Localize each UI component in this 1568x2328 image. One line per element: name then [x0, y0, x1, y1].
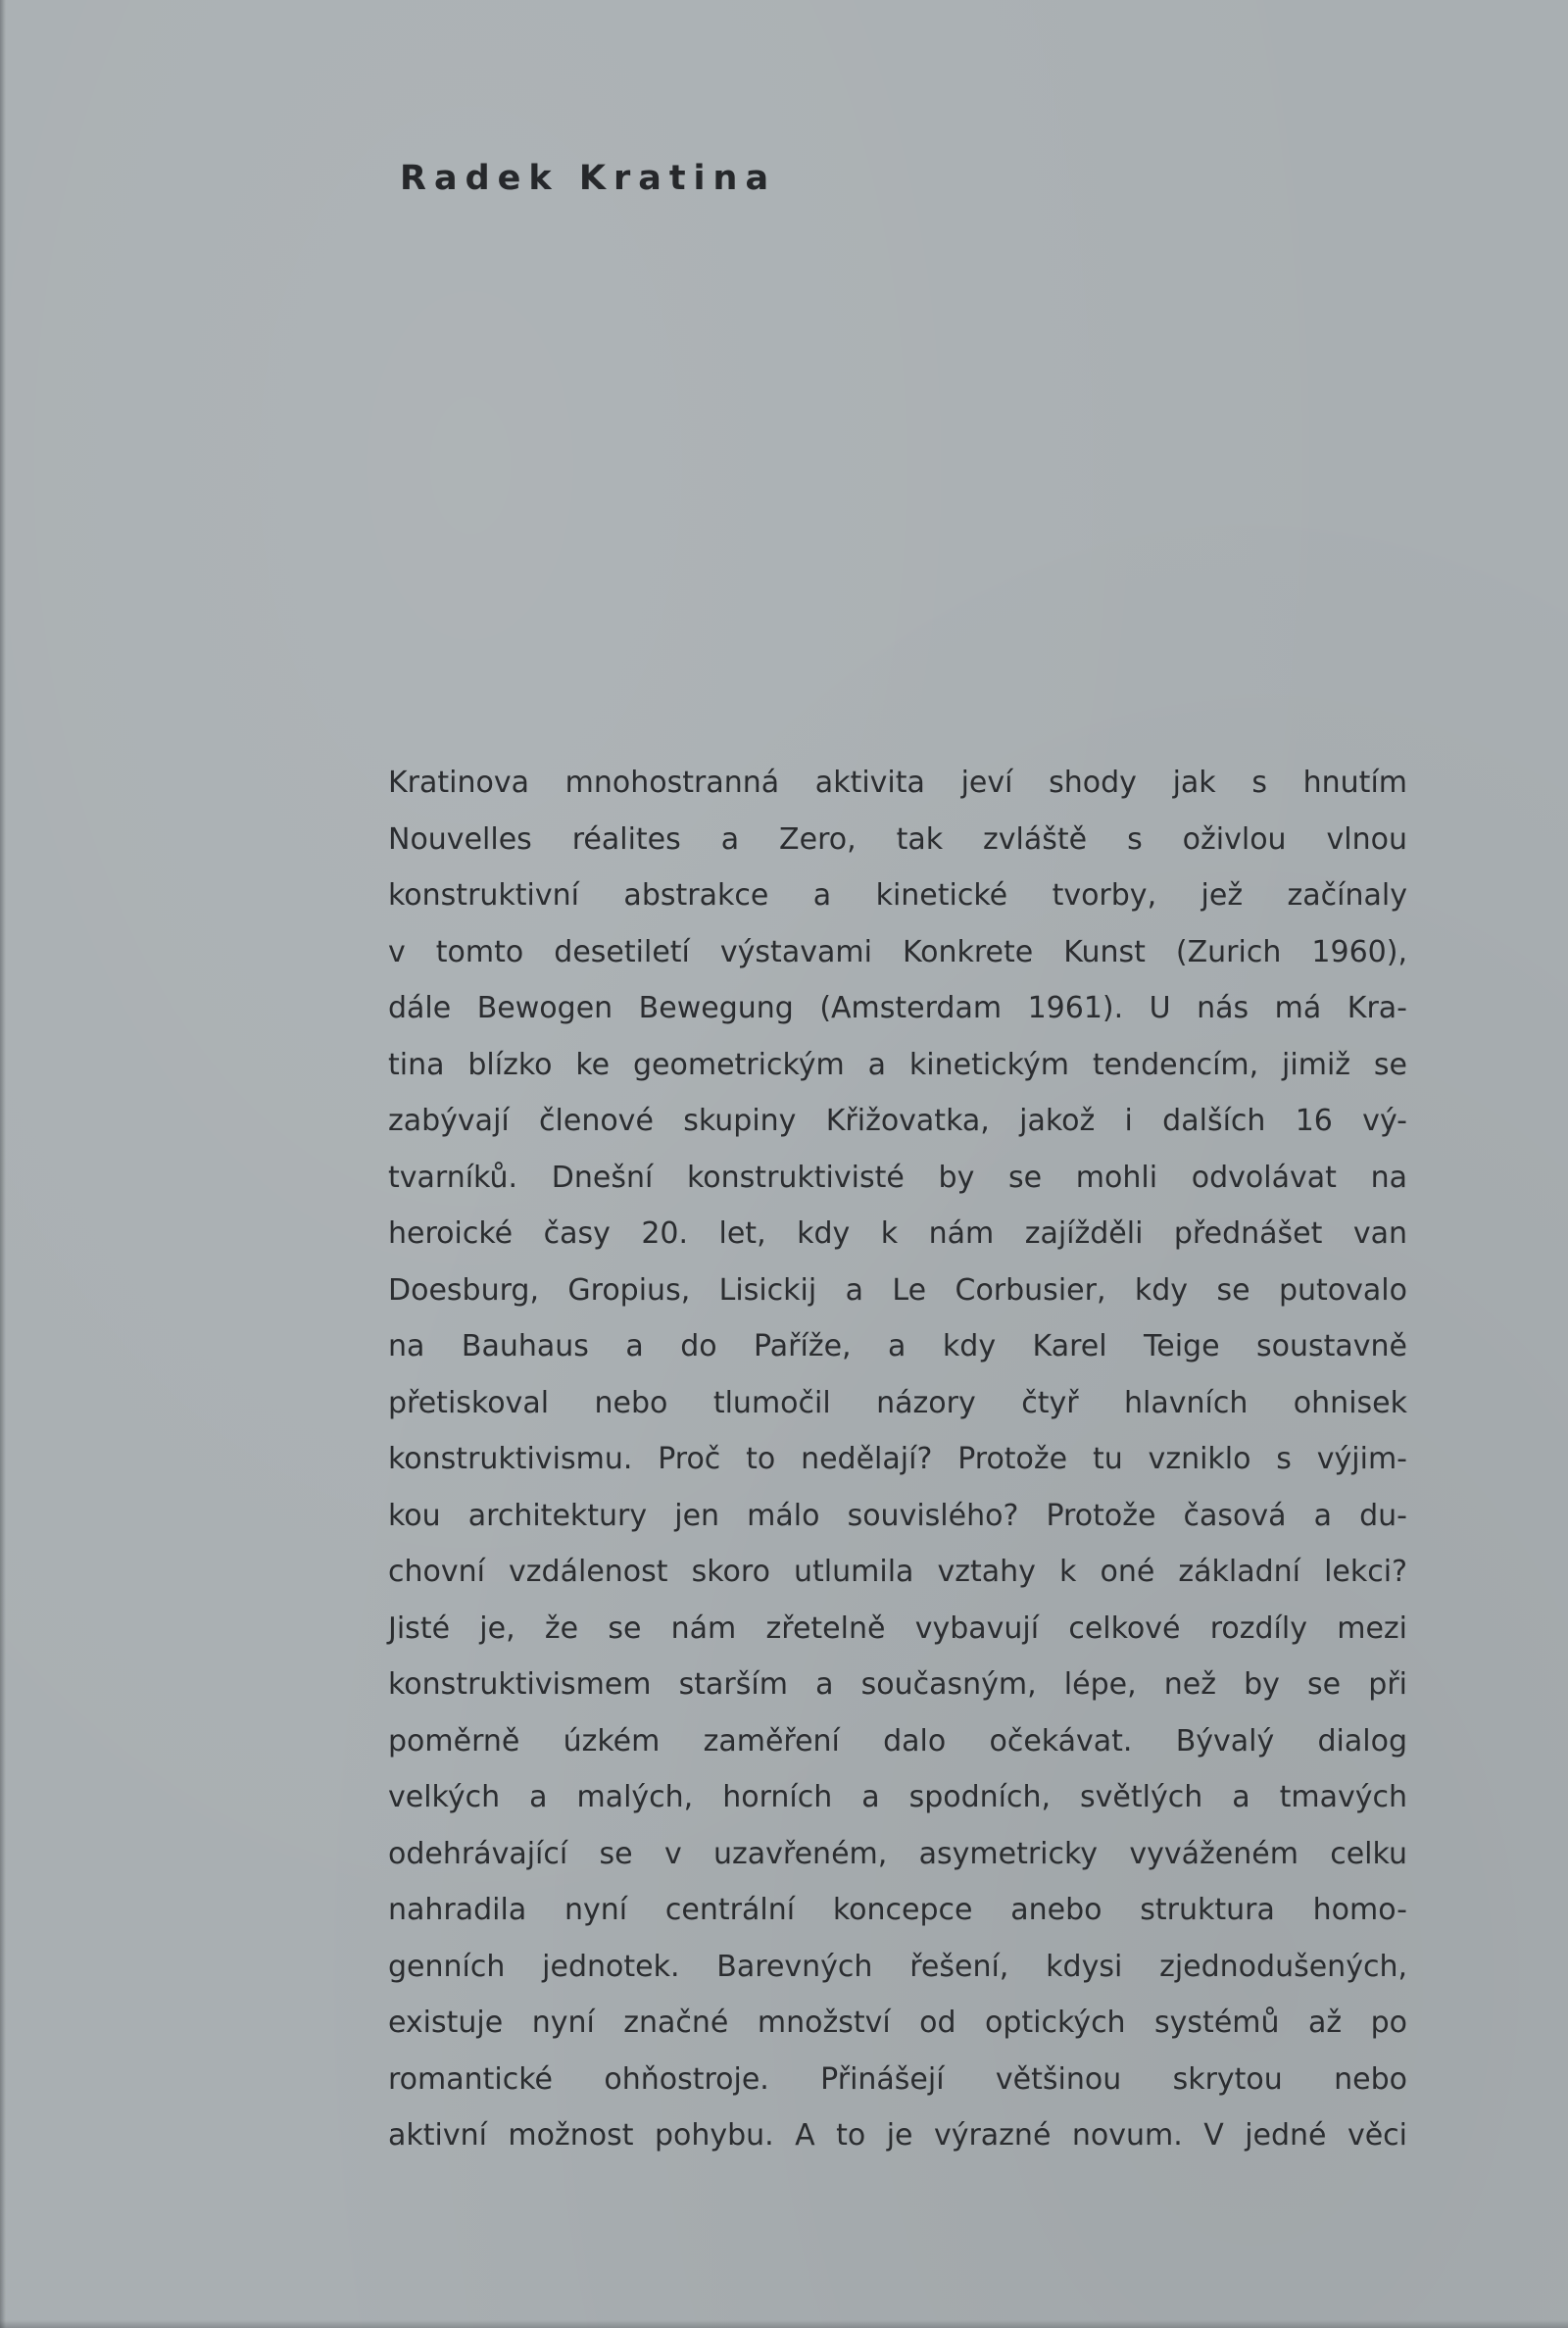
paragraph-line: chovní vzdálenost skoro utlumila vztahy k oné základní lekci? [388, 1555, 1407, 1589]
body-paragraph [388, 755, 1407, 2164]
paragraph-line: genních jednotek. Barevných řešení, kdysi zjednodušených, [388, 1949, 1407, 1984]
paragraph-line: přetiskoval nebo tlumočil názory čtyř hlavních ohnisek [388, 1385, 1407, 1420]
paragraph-line: Kratinova mnohostranná aktivita jeví shody jak s hnutím [388, 766, 1407, 800]
paragraph-line: zabývají členové skupiny Křižovatka, jakož i dalších 16 vý- [388, 1104, 1407, 1138]
paragraph-line: velkých a malých, horních a spodních, světlých a tmavých [388, 1780, 1407, 1814]
paragraph-line: konstruktivní abstrakce a kinetické tvorby, jež začínaly [388, 878, 1407, 913]
paragraph-line: romantické ohňostroje. Přinášejí většinou skrytou nebo [388, 2061, 1407, 2097]
paragraph-line: konstruktivismem starším a současným, lépe, než by se při [388, 1667, 1407, 1702]
paragraph-line: Nouvelles réalites a Zero, tak zvláště s oživlou vlnou [388, 821, 1407, 857]
paragraph-line: v tomto desetiletí výstavami Konkrete Kunst (Zurich 1960), [388, 934, 1407, 969]
paragraph-line: heroické časy 20. let, kdy k nám zajížděli přednášet van [388, 1216, 1407, 1251]
page-bottom-edge-shadow [0, 2320, 1568, 2328]
paragraph-line: odehrávající se v uzavřeném, asymetricky vyváženém celku [388, 1836, 1407, 1871]
paragraph-line: Doesburg, Gropius, Lisickij a Le Corbusier, kdy se putovalo [388, 1272, 1407, 1308]
paragraph-line: dále Bewogen Bewegung (Amsterdam 1961). U nás má Kra- [388, 991, 1407, 1025]
paragraph-line: existuje nyní značné množství od optických systémů až po [388, 2006, 1407, 2040]
paragraph-line: tvarníků. Dnešní konstruktivisté by se mohli odvolávat na [388, 1160, 1407, 1195]
page-left-edge-shadow [0, 0, 6, 2328]
paragraph-line: tina blízko ke geometrickým a kinetickým tendencím, jimiž se [388, 1047, 1407, 1082]
paragraph-line: kou architektury jen málo souvislého? Protože časová a du- [388, 1498, 1407, 1533]
paragraph-line: poměrně úzkém zaměření dalo očekávat. Bývalý dialog [388, 1723, 1407, 1758]
paragraph-line: Jisté je, že se nám zřetelně vybavují celkové rozdíly mezi [388, 1610, 1407, 1646]
paragraph-line: aktivní možnost pohybu. A to je výrazné novum. V jedné věci [388, 2118, 1407, 2153]
author-heading: Radek Kratina [400, 159, 777, 198]
paragraph-line: na Bauhaus a do Paříže, a kdy Karel Teige soustavně [388, 1329, 1407, 1363]
paragraph-line: nahradila nyní centrální koncepce anebo struktura homo- [388, 1893, 1407, 1927]
paragraph-line: konstruktivismu. Proč to nedělají? Protože tu vzniklo s výjim- [388, 1442, 1407, 1476]
